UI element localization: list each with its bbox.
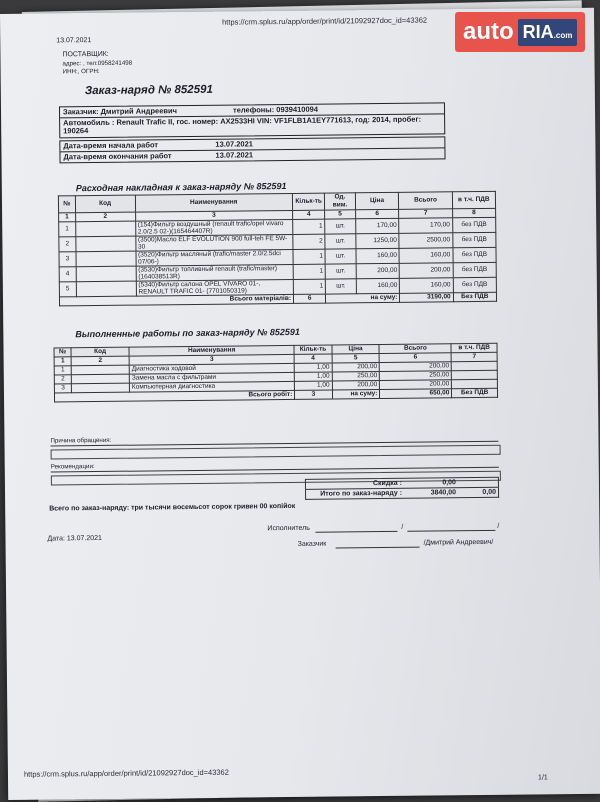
col-number: 7 bbox=[399, 209, 452, 219]
cell-unit: шт. bbox=[325, 249, 355, 264]
order-document bbox=[0, 8, 600, 800]
cell-name: Диагностика ходовой bbox=[129, 363, 294, 374]
cell-vat: без ПДВ bbox=[452, 217, 495, 232]
cell-n: 3 bbox=[59, 252, 76, 267]
parts-sum-vat: Без ПДВ bbox=[453, 292, 496, 301]
cell-total: 200,00 bbox=[380, 380, 452, 390]
logo-auto: auto bbox=[463, 18, 514, 45]
cell-n: 5 bbox=[59, 282, 76, 297]
autoria-logo bbox=[455, 12, 585, 52]
works-body bbox=[54, 361, 497, 393]
col-header: Код bbox=[75, 195, 135, 213]
order-info-box bbox=[59, 102, 445, 138]
col-header: Ціна bbox=[355, 192, 399, 209]
col-header: № bbox=[54, 348, 71, 357]
cell-total: 250,00 bbox=[380, 371, 452, 381]
parts-summary-qty: 6 bbox=[293, 294, 325, 303]
col-number: 4 bbox=[293, 210, 325, 219]
cell-qty: 1 bbox=[293, 249, 326, 264]
cell-total: 200,00 bbox=[400, 263, 453, 279]
col-header: Всього bbox=[399, 192, 452, 210]
customer-sign-line[interactable] bbox=[336, 547, 420, 549]
cell-price: 200,00 bbox=[356, 263, 400, 278]
col-header: Од. вим. bbox=[325, 193, 355, 210]
discount-value: 0,00 bbox=[442, 479, 456, 487]
works-table bbox=[53, 343, 498, 403]
executor-label: Исполнитель bbox=[267, 524, 310, 533]
cell-total: 200,00 bbox=[380, 362, 452, 372]
cell-name: (3530)Фильтр топливный renault (trafic/master) (164038513R) bbox=[136, 264, 294, 281]
cell-unit: шт. bbox=[326, 264, 356, 279]
car-row bbox=[60, 114, 444, 137]
cell-name: (154)Фильтр воздушный (renault trafic/opel vivaro 2.0/2.5 02-)(165464407R) bbox=[135, 219, 293, 236]
cell-n: 1 bbox=[54, 366, 71, 375]
cell-unit: шт. bbox=[325, 219, 355, 234]
works-title: Выполненные работы по заказ-наряду № 852591 bbox=[75, 326, 300, 340]
cell-name: Компьютерная диагностика bbox=[129, 381, 294, 392]
order-title: Заказ-наряд № 852591 bbox=[84, 83, 213, 98]
col-header: Кільк-ть bbox=[294, 345, 332, 354]
cell-code bbox=[76, 281, 136, 297]
cell-qty: 1,00 bbox=[294, 363, 332, 372]
cell-code bbox=[75, 221, 135, 237]
parts-summary-label: Всього матеріалів: bbox=[59, 294, 293, 305]
start-label: Дата-время начала работ bbox=[63, 140, 159, 151]
logo-ria bbox=[518, 19, 578, 46]
parts-title: Расходная накладная к заказ-наряду № 852591 bbox=[75, 181, 287, 194]
logo-com: .com bbox=[553, 30, 573, 40]
cell-price: 160,00 bbox=[356, 278, 400, 293]
client-phones: телефоны: 0939410094 bbox=[232, 104, 319, 115]
supplier-label: ПОСТАВЩИК: bbox=[62, 50, 109, 59]
col-header: Ціна bbox=[332, 345, 380, 354]
cell-vat: без ПДВ bbox=[453, 277, 496, 292]
cell-total: 160,00 bbox=[399, 248, 452, 264]
reason-label: Причина обращения: bbox=[50, 436, 112, 445]
cell-qty: 1,00 bbox=[295, 381, 333, 390]
col-number: 5 bbox=[332, 354, 380, 363]
works-sum-label: на суму: bbox=[332, 390, 380, 399]
col-header: № bbox=[58, 196, 75, 213]
cell-n: 4 bbox=[59, 267, 76, 282]
cell-vat: без ПДВ bbox=[452, 232, 495, 247]
cell-vat bbox=[452, 361, 498, 370]
col-header: в т.ч. ПДВ bbox=[451, 343, 497, 352]
col-number: 3 bbox=[129, 354, 294, 365]
cell-price: 160,00 bbox=[356, 248, 400, 263]
cell-vat: без ПДВ bbox=[453, 262, 496, 277]
supplier-address: адрес: , тел:0958241498 bbox=[62, 59, 133, 68]
cell-total: 2500,00 bbox=[399, 233, 452, 249]
total-value: 3840,00 bbox=[430, 489, 457, 497]
car-mileage: 190264 bbox=[63, 126, 89, 136]
col-number: 6 bbox=[379, 353, 451, 363]
parts-table bbox=[58, 191, 497, 307]
cell-name: (3500)Масло ELF EVOLUTION 900 full-teh FE 5W-30 bbox=[135, 234, 293, 251]
cell-code bbox=[76, 236, 136, 252]
cell-n: 1 bbox=[59, 222, 76, 237]
col-number: 1 bbox=[59, 213, 76, 222]
executor-sep: / bbox=[401, 523, 404, 531]
cell-price: 170,00 bbox=[355, 218, 399, 233]
col-header: Наименування bbox=[135, 193, 293, 212]
start-value: 13.07.2021 bbox=[215, 139, 253, 149]
col-number: 3 bbox=[135, 210, 292, 221]
cell-unit: шт. bbox=[325, 234, 355, 249]
cell-qty: 1 bbox=[293, 264, 326, 279]
date-label: Дата: 13.07.2021 bbox=[47, 534, 102, 543]
col-number: 1 bbox=[54, 357, 71, 366]
col-header: Наименування bbox=[129, 345, 294, 356]
total-in-words: Всего по заказ-наряду: три тысячи восемьсот сорок гривен 00 копійок bbox=[49, 502, 296, 513]
cell-vat bbox=[452, 370, 498, 379]
parts-sum-label: на суму: bbox=[326, 293, 400, 303]
col-header: в т.ч. ПДВ bbox=[452, 191, 496, 208]
parts-body bbox=[59, 217, 497, 297]
top-date: 13.07.2021 bbox=[56, 37, 92, 45]
executor-name-line[interactable] bbox=[407, 530, 495, 532]
executor-sep-end: / bbox=[497, 522, 500, 530]
top-url[interactable]: https://crm.splus.ru/app/order/print/id/21092927doc_id=43362 bbox=[222, 15, 428, 27]
cell-name: (5340)Фильтр салона OPEL VIVARO 01-, RENAULT TRAFIC 01- (7701050319) bbox=[136, 279, 294, 296]
col-number: 2 bbox=[71, 356, 129, 366]
cell-qty: 2 bbox=[293, 234, 326, 249]
customer-label: Заказчик bbox=[297, 540, 327, 548]
cell-price: 200,00 bbox=[332, 381, 380, 390]
cell-n: 3 bbox=[54, 384, 71, 393]
cell-price: 250,00 bbox=[332, 372, 380, 381]
col-number: 5 bbox=[325, 210, 355, 219]
col-number: 4 bbox=[294, 354, 332, 363]
supplier-ids: ИНН:, ОГРН: bbox=[62, 67, 100, 76]
works-sum-vat: Без ПДВ bbox=[452, 388, 498, 397]
cell-code bbox=[76, 251, 136, 267]
end-label: Дата-время окончания работ bbox=[63, 151, 172, 162]
total-label: Итого по заказ-наряду : bbox=[320, 489, 403, 498]
col-header: Код bbox=[71, 347, 129, 357]
col-header: Всього bbox=[379, 344, 451, 354]
cell-qty: 1 bbox=[293, 219, 326, 234]
col-header: Кільк-ть bbox=[292, 193, 325, 210]
col-number: 7 bbox=[451, 352, 497, 361]
logo-ria-text: RIA bbox=[522, 21, 554, 42]
works-summary-qty: 3 bbox=[295, 390, 333, 399]
cell-vat: без ПДВ bbox=[453, 247, 496, 262]
works-summary-label: Всього робіт: bbox=[54, 390, 294, 402]
cell-total: 160,00 bbox=[400, 278, 453, 294]
car-info: Автомобиль : Renault Trafic II, гос. номер: АХ2533НІ VIN: VF1FLB1A1EY771613, год: 2014, пробег: bbox=[63, 114, 422, 128]
total-row bbox=[305, 488, 499, 500]
col-number: 6 bbox=[355, 209, 399, 218]
cell-qty: 1 bbox=[293, 279, 326, 294]
recommend-label: Рекомендации: bbox=[50, 463, 95, 471]
end-value: 13.07.2021 bbox=[215, 150, 254, 160]
cell-name: (3520)Фильтр масляный (trafic/master 2.0/2.5dci 07/06-) bbox=[136, 249, 294, 266]
reason-field[interactable] bbox=[51, 445, 501, 460]
cell-code bbox=[76, 266, 136, 282]
col-number: 2 bbox=[75, 212, 135, 222]
cell-price: 200,00 bbox=[332, 363, 380, 372]
customer-name: /Дмитрий Андреевич/ bbox=[423, 538, 494, 547]
client-name: Заказчик: Дмитрий Андреевич bbox=[62, 106, 177, 117]
cell-unit: шт. bbox=[326, 279, 356, 294]
cell-name: Замена масла с фильтрами bbox=[129, 372, 294, 383]
totals-block bbox=[305, 477, 499, 500]
cell-n: 2 bbox=[59, 237, 76, 252]
page-number: 1/1 bbox=[537, 774, 548, 782]
works-sum-value: 650,00 bbox=[380, 389, 452, 399]
dates-box bbox=[59, 136, 445, 163]
executor-sign-line[interactable] bbox=[315, 531, 397, 533]
cell-price: 1250,00 bbox=[355, 233, 399, 248]
cell-n: 2 bbox=[54, 375, 71, 384]
cell-total: 170,00 bbox=[399, 218, 452, 234]
cell-qty: 1,00 bbox=[295, 372, 333, 381]
discount-label: Скидка : bbox=[372, 479, 402, 488]
parts-sum-value: 3190,00 bbox=[400, 293, 453, 303]
bottom-url[interactable]: https://crm.splus.ru/app/order/print/id/21092927doc_id=43362 bbox=[23, 767, 229, 779]
col-number: 8 bbox=[452, 208, 495, 217]
total-vat: 0,00 bbox=[482, 488, 497, 496]
cell-vat bbox=[452, 379, 498, 388]
